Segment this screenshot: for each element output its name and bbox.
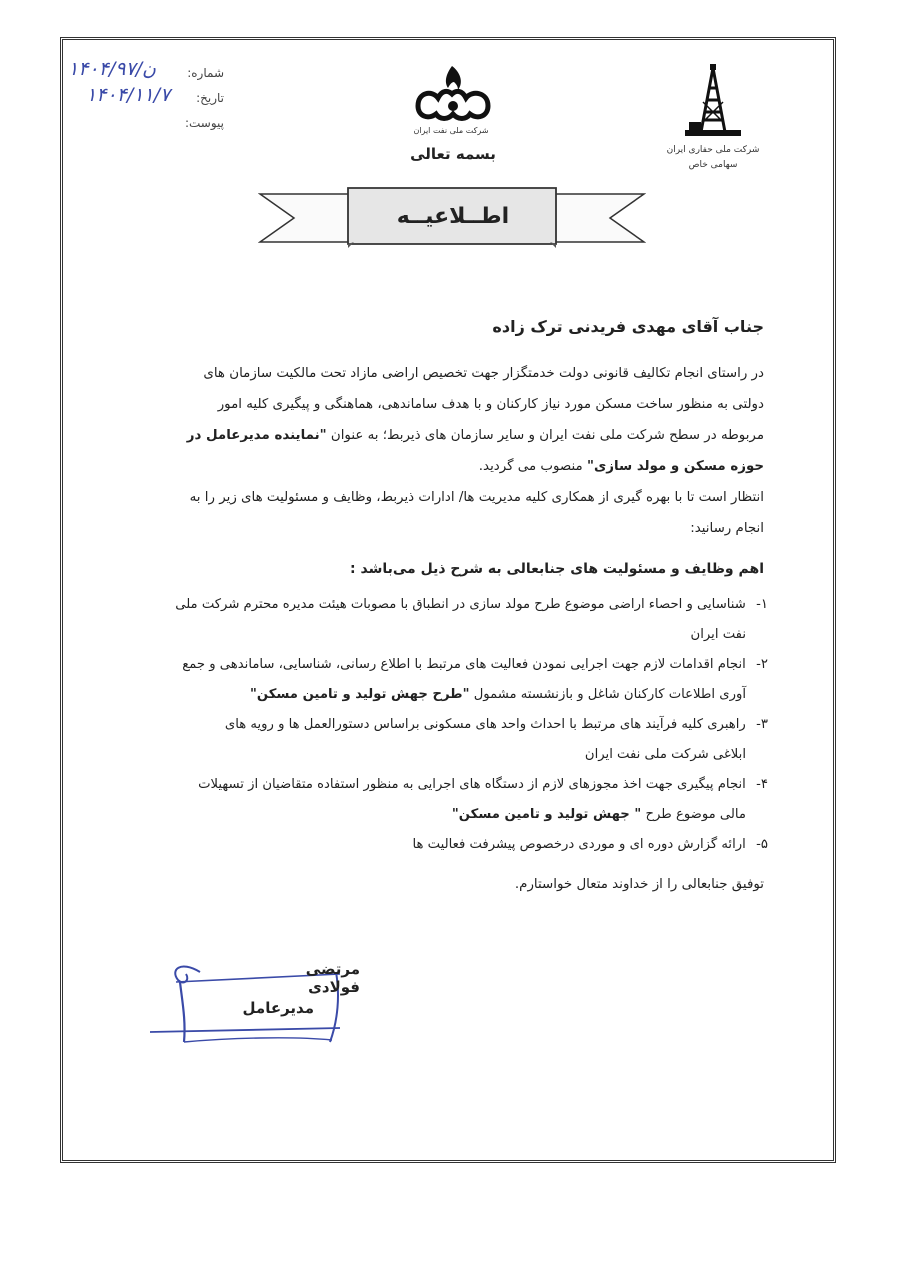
- duties-heading: اهم وظایف و مسئولیت های جنابعالی به شرح ذیل می‌باشد :: [350, 561, 764, 577]
- number-value: ۱۴۰۴/ن/۹۷: [68, 58, 157, 80]
- closing-line: توفیق جنابعالی را از خداوند متعال خواستارم.: [514, 877, 764, 892]
- besmeh: بسمه تعالی: [410, 145, 496, 163]
- duty-text: نفت ایران: [690, 627, 746, 642]
- nioc-emblem-icon: [408, 62, 498, 126]
- paragraph-1-line-4-text: منصوب می گردید.: [478, 459, 583, 474]
- drilling-rig-icon: [683, 62, 743, 140]
- number-label: شماره:: [187, 66, 224, 80]
- paragraph-1-line-4: [112, 451, 764, 482]
- duty-text: شناسایی و احصاء اراضی موضوع طرح مولد سازی در انطباق با مصوبات هیئت مدیره محترم شرکت ملی: [175, 597, 746, 612]
- duty-text: ارائه گزارش دوره ای و موردی درخصوص پیشرفت فعالیت ها: [412, 837, 746, 852]
- duty-item-5: [112, 830, 768, 860]
- plan-name: "طرح جهش تولید و تامین مسکن": [249, 687, 470, 702]
- date-label: تاریخ:: [196, 91, 224, 105]
- addressee: جناب آقای مهدی فریدنی ترک زاده: [492, 317, 764, 336]
- appointment-title-part-1: "نماینده مدیرعامل در: [186, 428, 327, 443]
- paragraph-1: [112, 358, 764, 482]
- paragraph-1-line-1: در راستای انجام تکالیف قانونی دولت خدمتگزار جهت تخصیص اراضی مازاد تحت مالکیت سازمان های: [203, 366, 764, 381]
- plan-name: " جهش تولید و تامین مسکن": [451, 807, 642, 822]
- duty-item-1: [112, 590, 768, 650]
- paragraph-1-line-3-text: مربوطه در سطح شرکت ملی نفت ایران و سایر سازمان های ذیربط؛ به عنوان: [330, 428, 764, 443]
- date-value: ۱۴۰۴/۱۱/۷: [86, 84, 171, 106]
- duty-number: ۲-: [756, 657, 768, 672]
- duty-item-4: [112, 770, 768, 830]
- paragraph-1-line-2: دولتی به منظور ساخت مسکن مورد نیاز کارکنان و با هدف ساماندهی، هماهنگی و پیگیری کلیه امور: [217, 397, 764, 412]
- duty-number: ۴-: [756, 777, 768, 792]
- duty-number: ۱-: [756, 597, 768, 612]
- company-name-line1: شرکت ملی حفاری ایران: [666, 145, 760, 155]
- duty-text: انجام اقدامات لازم جهت اجرایی نمودن فعالیت های مرتبط با اطلاع رسانی، شناسایی، ساماندهی و جمع: [182, 657, 746, 672]
- company-name-line2: سهامی خاص: [688, 160, 738, 170]
- duty-number: ۳-: [756, 717, 768, 732]
- duty-text: ابلاغی شرکت ملی نفت ایران: [584, 747, 746, 762]
- duty-text: مالی موضوع طرح: [645, 807, 746, 822]
- paragraph-2-line-1: انتظار است تا با بهره گیری از همکاری کلیه مدیریت ها/ ادارات ذیربط، وظایف و مسئولیت های زیر را به: [189, 490, 764, 505]
- duty-text: آوری اطلاعات کارکنان شاغل و بازنشسته مشمول: [473, 687, 746, 702]
- duty-item-2: [112, 650, 768, 710]
- emblem-caption: شرکت ملی نفت ایران: [413, 126, 489, 135]
- banner-title: اطــلاعیــه: [396, 204, 510, 229]
- paragraph-2: [112, 482, 764, 544]
- duty-text: انجام پیگیری جهت اخذ مجوزهای لازم از دستگاه های اجرایی به منظور استفاده متقاضیان از تسهیلات: [198, 777, 746, 792]
- signatory-title: مدیرعامل: [242, 999, 314, 1017]
- paragraph-2-line-2: انجام رسانید:: [690, 521, 764, 536]
- attachment-label: پیوست:: [184, 116, 224, 130]
- paragraph-1-line-3: [112, 420, 764, 451]
- duty-number: ۵-: [756, 837, 768, 852]
- duty-text: راهبری کلیه فرآیند های مرتبط با احداث واحد های مسکونی براساس دستورالعمل ها و رویه های: [224, 717, 746, 732]
- appointment-title-part-2: حوزه مسکن و مولد سازی": [587, 459, 764, 474]
- signatory-name: مرتضی فولادی: [305, 960, 360, 996]
- duty-item-3: [112, 710, 768, 770]
